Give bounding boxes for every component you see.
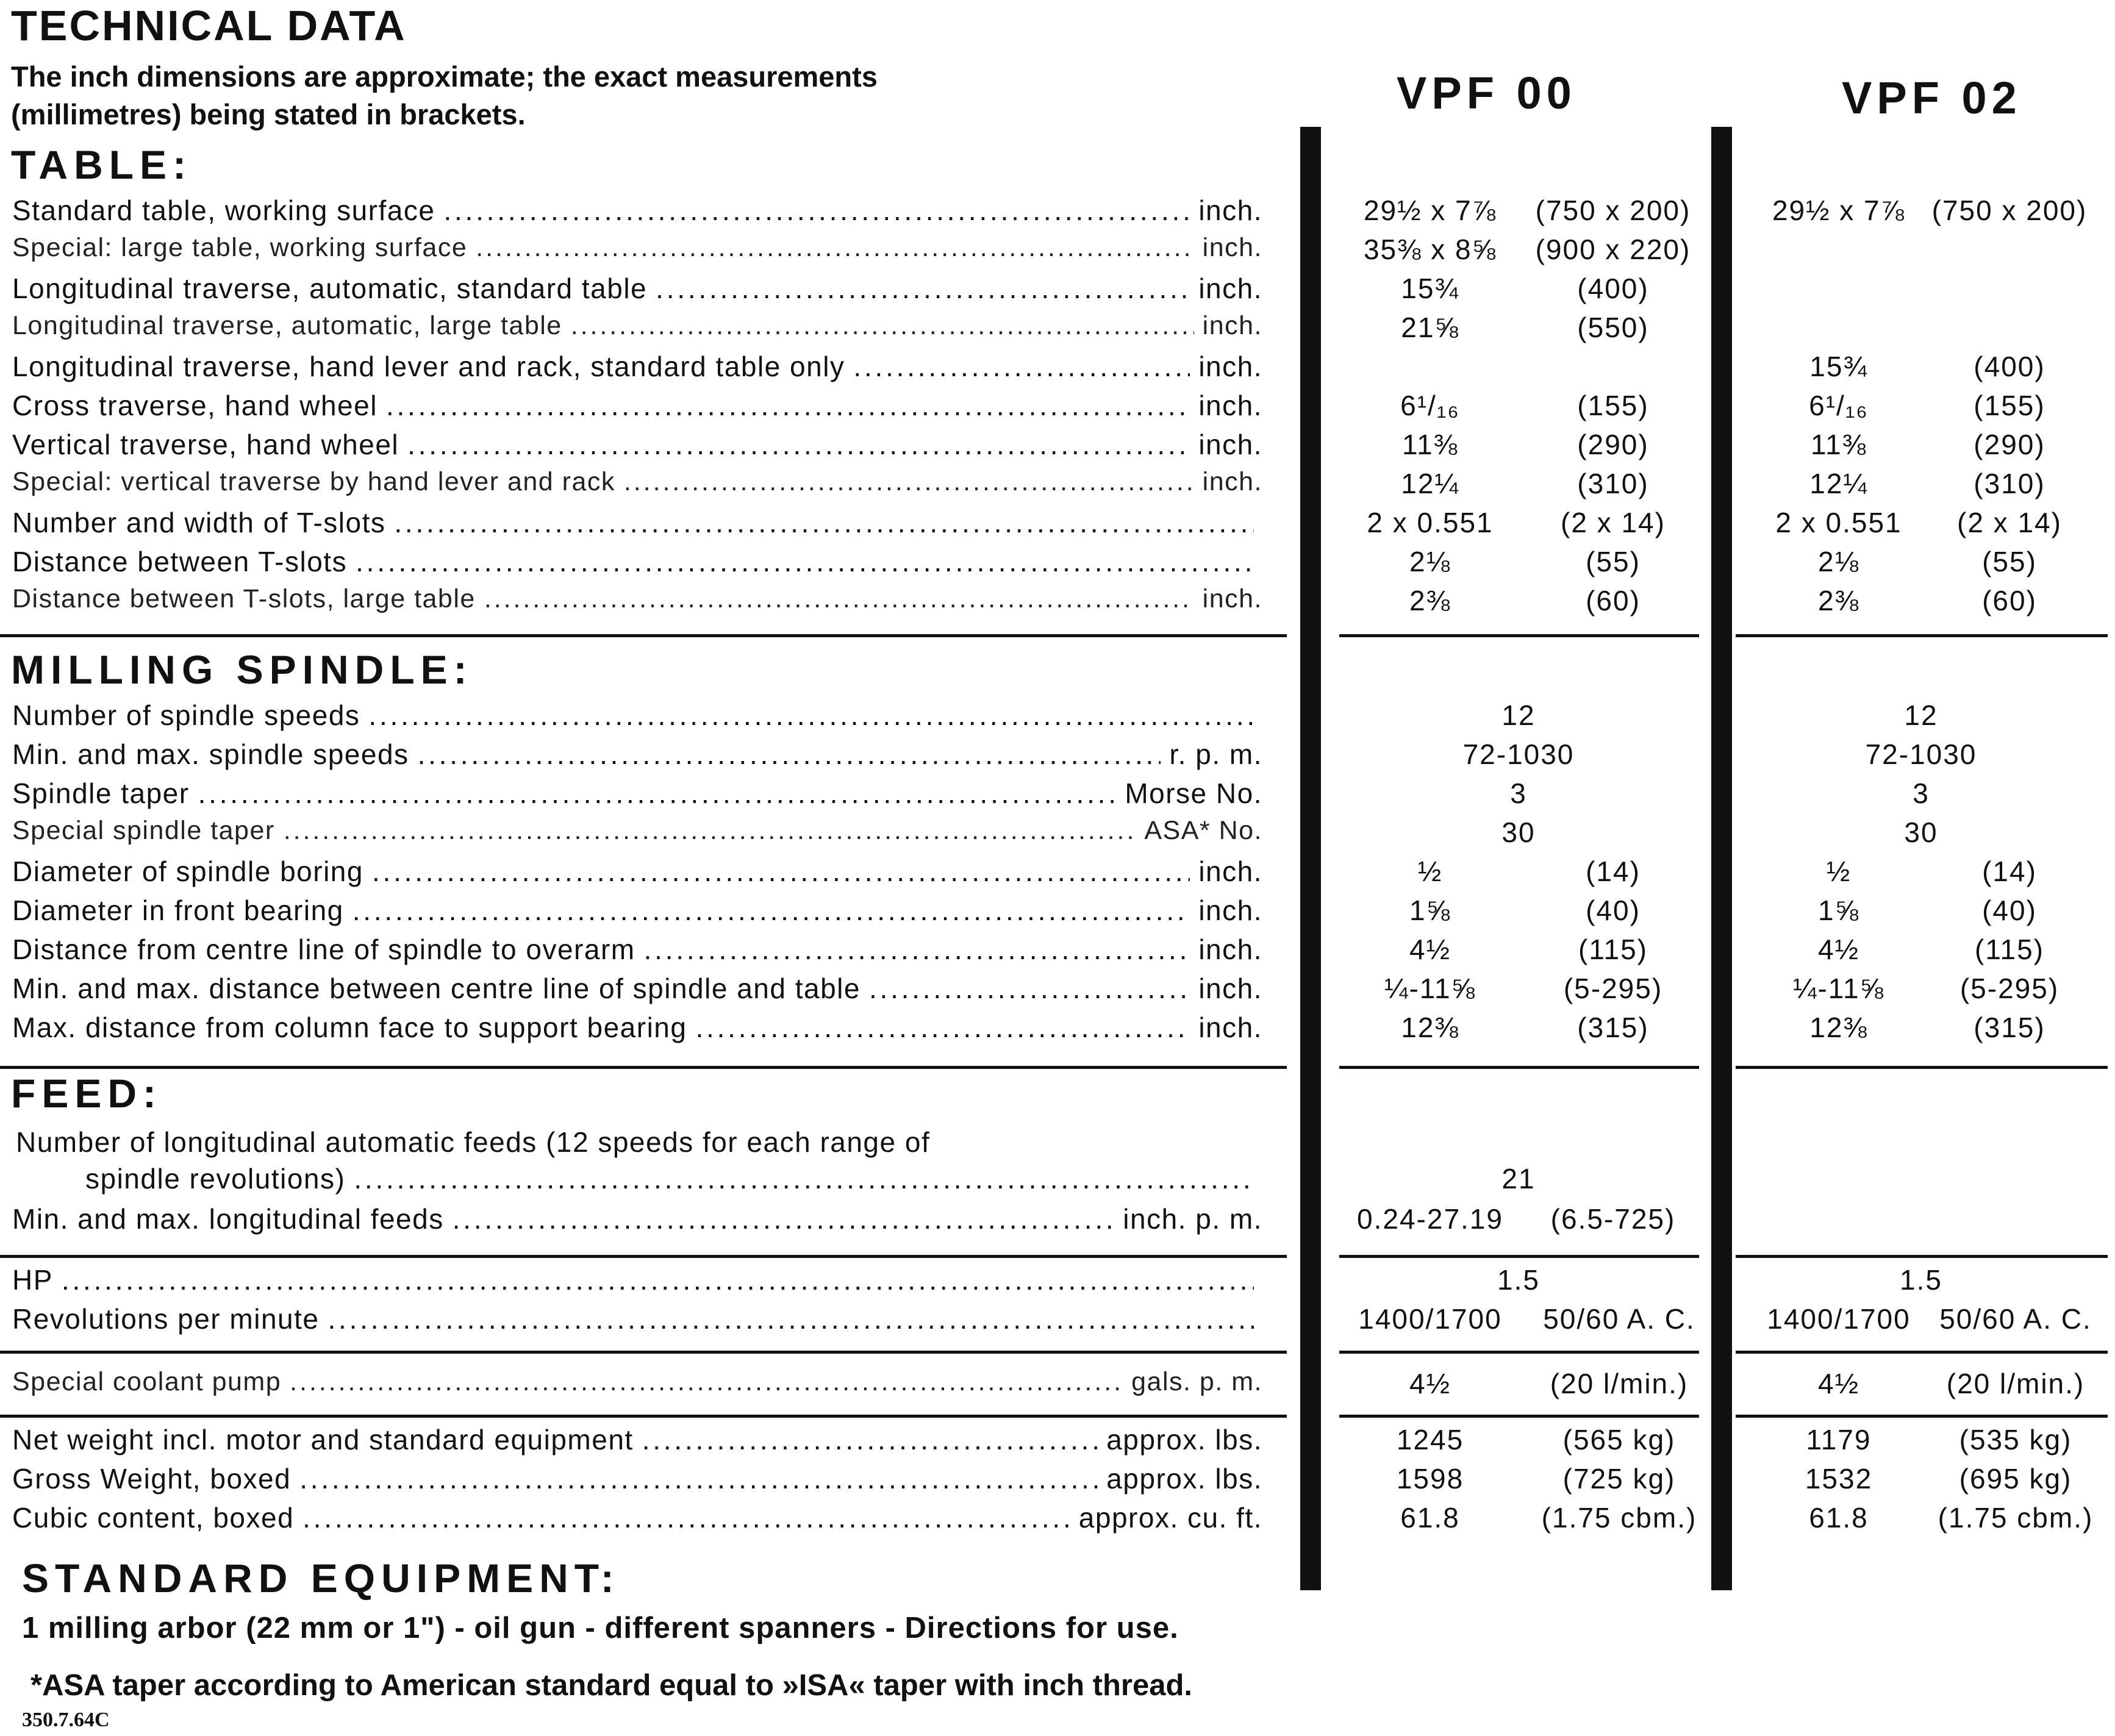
vpf00-mm-value: (115) <box>1578 934 1648 965</box>
vpf02-inch-value: 29½ x 7⅞ <box>1772 195 1906 226</box>
row-label: Min. and max. longitudinal feeds <box>12 1203 444 1235</box>
row-label: Vertical traverse, hand wheel <box>12 429 399 460</box>
vpf00-value: 30 <box>1501 816 1536 848</box>
table-row <box>12 194 1262 233</box>
row-label: Special coolant pump <box>12 1367 282 1396</box>
vpf00-mm-value: (550) <box>1577 312 1649 343</box>
leader-dots <box>484 584 1194 614</box>
intro-line-1: The inch dimensions are approximate; the exact measurements <box>11 60 878 93</box>
vpf02-inch-value: 15¾ <box>1809 351 1868 382</box>
vpf00-mm-value: (5-295) <box>1563 973 1663 1004</box>
vpf00-inch-value: 2⅜ <box>1409 585 1451 616</box>
row-label: HP <box>12 1264 53 1296</box>
row-label: Max. distance from column face to support bearing <box>12 1012 687 1043</box>
row-label: Number of spindle speeds <box>12 699 360 731</box>
leader-dots <box>198 777 1117 810</box>
table-row <box>12 350 1262 389</box>
rule-feed-end-a <box>1339 1255 1699 1258</box>
vpf00-inch-value: 11⅜ <box>1401 429 1459 460</box>
row-unit: inch. <box>1202 584 1262 613</box>
vpf02-mm-value: (155) <box>1974 390 2045 421</box>
vpf00-inch-value: 1245 <box>1396 1424 1464 1456</box>
row-label: Diameter of spindle boring <box>12 855 363 887</box>
table-row <box>12 584 1262 623</box>
vpf02-mm-value: (20 l/min.) <box>1946 1368 2085 1399</box>
table-row <box>12 428 1262 467</box>
row-unit: inch. <box>1202 233 1262 262</box>
rule-spindle-end-a <box>1339 1066 1699 1069</box>
vpf02-value: 30 <box>1904 816 1938 848</box>
row-unit: inch. <box>1198 273 1262 304</box>
table-row <box>12 467 1262 506</box>
row-label: spindle revolutions) <box>85 1163 346 1195</box>
rule-coolant-end-b <box>1736 1415 2108 1418</box>
leader-dots <box>642 1423 1098 1456</box>
vpf00-mm-value: (725 kg) <box>1562 1463 1676 1495</box>
vpf00-inch-value: 1⅝ <box>1409 895 1451 926</box>
vpf00-mm-value: (2 x 14) <box>1561 507 1666 538</box>
weight-row <box>12 1501 1262 1540</box>
vpf00-value: 1.5 <box>1497 1264 1540 1296</box>
vpf02-mm-value: (115) <box>1975 934 2044 965</box>
weight-row <box>12 1462 1262 1501</box>
column-divider-1 <box>1300 127 1321 1590</box>
leader-dots <box>624 467 1194 497</box>
vpf00-mm-value: 50/60 A. C. <box>1543 1303 1695 1335</box>
row-unit: r. p. m. <box>1169 738 1262 770</box>
vpf00-mm-value: (565 kg) <box>1562 1424 1676 1456</box>
vpf02-mm-value: (55) <box>1982 546 2037 577</box>
model-heading-vpf02: VPF 02 <box>1842 73 2022 123</box>
vpf02-inch-value: 4½ <box>1818 1368 1859 1399</box>
vpf00-mm-value: (290) <box>1577 429 1649 460</box>
vpf00-mm-value: (750 x 200) <box>1535 195 1691 226</box>
row-unit: ASA* No. <box>1144 816 1262 845</box>
vpf02-mm-value: (14) <box>1982 855 2037 887</box>
vpf00-inch-value: 2⅛ <box>1409 546 1451 577</box>
spindle-row <box>12 972 1262 1011</box>
row-unit: approx. cu. ft. <box>1078 1502 1262 1534</box>
vpf02-inch-value: 11⅜ <box>1810 429 1867 460</box>
rule-feed-end-b <box>1736 1255 2108 1258</box>
vpf00-inch-value: 4½ <box>1409 934 1451 965</box>
row-unit: inch. <box>1198 895 1262 926</box>
leader-dots <box>407 428 1190 461</box>
vpf02-mm-value: (315) <box>1974 1012 2045 1043</box>
row-label: Distance between T-slots <box>12 546 348 577</box>
motor-row <box>12 1263 1262 1302</box>
table-row <box>12 272 1262 311</box>
row-unit: approx. lbs. <box>1106 1424 1262 1456</box>
vpf02-value: 3 <box>1913 777 1930 809</box>
leader-dots <box>418 738 1161 771</box>
spindle-row <box>12 699 1262 738</box>
row-label: Gross Weight, boxed <box>12 1463 292 1495</box>
row-label: Special: large table, working surface <box>12 233 468 262</box>
vpf00-mm-value: (55) <box>1586 546 1641 577</box>
leader-dots <box>299 1462 1098 1495</box>
row-unit: inch. <box>1198 351 1262 382</box>
vpf02-mm-value: (310) <box>1974 468 2045 499</box>
vpf00-mm-value: (400) <box>1577 273 1649 304</box>
leader-dots <box>368 699 1254 732</box>
vpf02-inch-value: 4½ <box>1818 934 1859 965</box>
row-unit: inch. <box>1198 855 1262 887</box>
document-code: 350.7.64C <box>22 1709 110 1731</box>
leader-dots <box>284 816 1136 846</box>
row-unit: inch. p. m. <box>1123 1203 1262 1235</box>
leader-dots <box>386 389 1190 422</box>
vpf02-mm-value: (695 kg) <box>1959 1463 2072 1495</box>
table-row <box>12 233 1262 272</box>
vpf00-inch-value: 35⅜ x 8⅝ <box>1363 234 1497 265</box>
row-label: Special spindle taper <box>12 816 275 845</box>
row-label: Distance between T-slots, large table <box>12 584 476 613</box>
vpf02-value: 1.5 <box>1900 1264 1942 1296</box>
feed-label-line-1: Number of longitudinal automatic feeds (12 speeds for each range of <box>16 1126 931 1158</box>
spindle-row <box>12 816 1262 855</box>
vpf00-mm-value: (310) <box>1577 468 1649 499</box>
row-label: Special: vertical traverse by hand lever and rack <box>12 467 615 496</box>
section-heading-table: TABLE: <box>11 142 193 187</box>
vpf02-inch-value: 2⅛ <box>1818 546 1859 577</box>
vpf00-mm-value: (315) <box>1577 1012 1649 1043</box>
feed-row <box>85 1162 1262 1201</box>
spindle-row <box>12 894 1262 933</box>
vpf02-inch-value: 1532 <box>1805 1463 1873 1495</box>
vpf00-value: 3 <box>1510 777 1527 809</box>
leader-dots <box>571 311 1194 341</box>
vpf00-mm-value: (6.5-725) <box>1550 1203 1676 1235</box>
feed-row <box>12 1202 1262 1241</box>
vpf00-inch-value: 15¾ <box>1401 273 1459 304</box>
row-label: Longitudinal traverse, automatic, standard table <box>12 273 648 304</box>
leader-dots <box>695 1011 1190 1044</box>
spindle-row <box>12 1011 1262 1050</box>
rule-table-end-left <box>0 634 1287 637</box>
leader-dots <box>327 1302 1254 1335</box>
leader-dots <box>62 1263 1254 1296</box>
row-label: Distance from centre line of spindle to overarm <box>12 934 635 965</box>
vpf02-value: 12 <box>1904 699 1938 731</box>
section-heading-equipment: STANDARD EQUIPMENT: <box>22 1556 620 1601</box>
rule-coolant-end-a <box>1339 1415 1699 1418</box>
row-label: Revolutions per minute <box>12 1303 320 1335</box>
vpf00-mm-value: (60) <box>1586 585 1641 616</box>
spindle-row <box>12 855 1262 894</box>
row-label: Number and width of T-slots <box>12 507 386 538</box>
rule-motor-end-b <box>1736 1351 2108 1354</box>
leader-dots <box>853 350 1190 383</box>
row-unit: approx. lbs. <box>1106 1463 1262 1495</box>
vpf02-mm-value: (750 x 200) <box>1931 195 2088 226</box>
vpf00-inch-value: 0.24-27.19 <box>1357 1203 1503 1235</box>
weight-row <box>12 1423 1262 1462</box>
leader-dots <box>869 972 1190 1005</box>
motor-row <box>12 1302 1262 1341</box>
vpf00-value: 21 <box>1501 1163 1536 1195</box>
vpf00-inch-value: 12¼ <box>1401 468 1459 499</box>
row-unit: inch. <box>1202 467 1262 496</box>
rule-spindle-end-b <box>1736 1066 2108 1069</box>
row-label: Diameter in front bearing <box>12 895 344 926</box>
vpf02-inch-value: 6¹/₁₆ <box>1809 390 1869 421</box>
row-label: Longitudinal traverse, hand lever and rack, standard table only <box>12 351 845 382</box>
leader-dots <box>302 1501 1070 1534</box>
leader-dots <box>354 1162 1254 1195</box>
vpf00-inch-value: 29½ x 7⅞ <box>1363 195 1497 226</box>
vpf02-inch-value: ¼-11⅝ <box>1793 973 1884 1004</box>
vpf02-inch-value: ½ <box>1826 855 1852 887</box>
vpf00-inch-value: 2 x 0.551 <box>1367 507 1494 538</box>
vpf02-mm-value: (5-295) <box>1959 973 2060 1004</box>
rule-table-end-b <box>1736 634 2108 637</box>
vpf00-inch-value: 21⅝ <box>1401 312 1459 343</box>
vpf00-inch-value: 61.8 <box>1400 1502 1460 1534</box>
row-label: Min. and max. spindle speeds <box>12 738 409 770</box>
vpf02-mm-value: (535 kg) <box>1959 1424 2072 1456</box>
leader-dots <box>290 1367 1123 1397</box>
vpf02-inch-value: 61.8 <box>1809 1502 1869 1534</box>
vpf00-inch-value: 12⅜ <box>1401 1012 1459 1043</box>
table-row <box>12 506 1262 545</box>
row-unit: Morse No. <box>1125 777 1262 809</box>
vpf02-inch-value: 12¼ <box>1809 468 1868 499</box>
vpf00-inch-value: 1400/1700 <box>1358 1303 1502 1335</box>
vpf02-mm-value: (2 x 14) <box>1957 507 2062 538</box>
row-label: Min. and max. distance between centre line of spindle and table <box>12 973 861 1004</box>
row-unit: inch. <box>1198 195 1262 226</box>
row-unit: gals. p. m. <box>1131 1367 1262 1396</box>
row-label: Cross traverse, hand wheel <box>12 390 378 421</box>
row-unit: inch. <box>1198 973 1262 1004</box>
table-row <box>12 311 1262 350</box>
vpf00-mm-value: (1.75 cbm.) <box>1541 1502 1697 1534</box>
vpf00-value: 12 <box>1501 699 1536 731</box>
model-heading-vpf00: VPF 00 <box>1397 68 1576 118</box>
row-label: Spindle taper <box>12 777 190 809</box>
coolant-row <box>12 1367 1262 1406</box>
table-row <box>12 545 1262 584</box>
row-unit: inch. <box>1198 429 1262 460</box>
row-label: Cubic content, boxed <box>12 1502 295 1534</box>
row-unit: inch. <box>1198 1012 1262 1043</box>
vpf00-mm-value: (155) <box>1577 390 1649 421</box>
rule-spindle-end-left <box>0 1066 1287 1069</box>
vpf00-mm-value: (14) <box>1586 855 1641 887</box>
row-label: Net weight incl. motor and standard equipment <box>12 1424 634 1456</box>
vpf02-mm-value: (290) <box>1974 429 2045 460</box>
rule-feed-end-left <box>0 1255 1287 1258</box>
vpf02-inch-value: 1400/1700 <box>1767 1303 1911 1335</box>
vpf02-inch-value: 2⅜ <box>1818 585 1859 616</box>
section-heading-spindle: MILLING SPINDLE: <box>11 647 473 692</box>
rule-motor-end-a <box>1339 1351 1699 1354</box>
vpf02-mm-value: (400) <box>1974 351 2045 382</box>
row-unit: inch. <box>1198 934 1262 965</box>
spindle-row <box>12 933 1262 972</box>
row-label: Standard table, working surface <box>12 195 435 226</box>
vpf00-inch-value: 6¹/₁₆ <box>1400 390 1460 421</box>
table-row <box>12 389 1262 428</box>
intro-line-2: (millimetres) being stated in brackets. <box>11 98 526 130</box>
rule-table-end-a <box>1339 634 1699 637</box>
vpf02-inch-value: 1⅝ <box>1818 895 1859 926</box>
vpf00-inch-value: 1598 <box>1396 1463 1464 1495</box>
vpf02-mm-value: (1.75 cbm.) <box>1938 1502 2094 1534</box>
leader-dots <box>476 233 1193 263</box>
rule-coolant-end-left <box>0 1415 1287 1418</box>
vpf00-mm-value: (900 x 220) <box>1535 234 1691 265</box>
vpf00-inch-value: 4½ <box>1409 1368 1451 1399</box>
vpf00-inch-value: ½ <box>1417 855 1443 887</box>
vpf02-inch-value: 2 x 0.551 <box>1775 507 1902 538</box>
leader-dots <box>352 894 1190 927</box>
leader-dots <box>656 272 1190 305</box>
page-title: TECHNICAL DATA <box>11 2 407 49</box>
rule-motor-end-left <box>0 1351 1287 1354</box>
leader-dots <box>644 933 1190 966</box>
spindle-row <box>12 738 1262 777</box>
leader-dots <box>443 194 1190 227</box>
vpf00-mm-value: (20 l/min.) <box>1550 1368 1689 1399</box>
row-unit: inch. <box>1198 390 1262 421</box>
section-heading-feed: FEED: <box>11 1071 162 1116</box>
vpf00-inch-value: ¼-11⅝ <box>1384 973 1476 1004</box>
row-unit: inch. <box>1202 311 1262 340</box>
vpf00-mm-value: (40) <box>1586 895 1641 926</box>
row-label: Longitudinal traverse, automatic, large table <box>12 311 562 340</box>
spindle-row <box>12 777 1262 816</box>
footnote: *ASA taper according to American standard equal to »ISA« taper with inch thread. <box>30 1669 1193 1702</box>
vpf02-inch-value: 12⅜ <box>1809 1012 1868 1043</box>
vpf02-value: 72-1030 <box>1865 738 1977 770</box>
vpf02-mm-value: (60) <box>1982 585 2037 616</box>
leader-dots <box>394 506 1254 539</box>
vpf00-value: 72-1030 <box>1462 738 1575 770</box>
vpf02-mm-value: 50/60 A. C. <box>1939 1303 2092 1335</box>
vpf02-inch-value: 1179 <box>1806 1424 1872 1456</box>
vpf02-mm-value: (40) <box>1982 895 2037 926</box>
leader-dots <box>372 855 1190 888</box>
leader-dots <box>356 545 1254 578</box>
equipment-text: 1 milling arbor (22 mm or 1") - oil gun - different spanners - Directions for use. <box>22 1612 1179 1645</box>
leader-dots <box>453 1202 1115 1235</box>
